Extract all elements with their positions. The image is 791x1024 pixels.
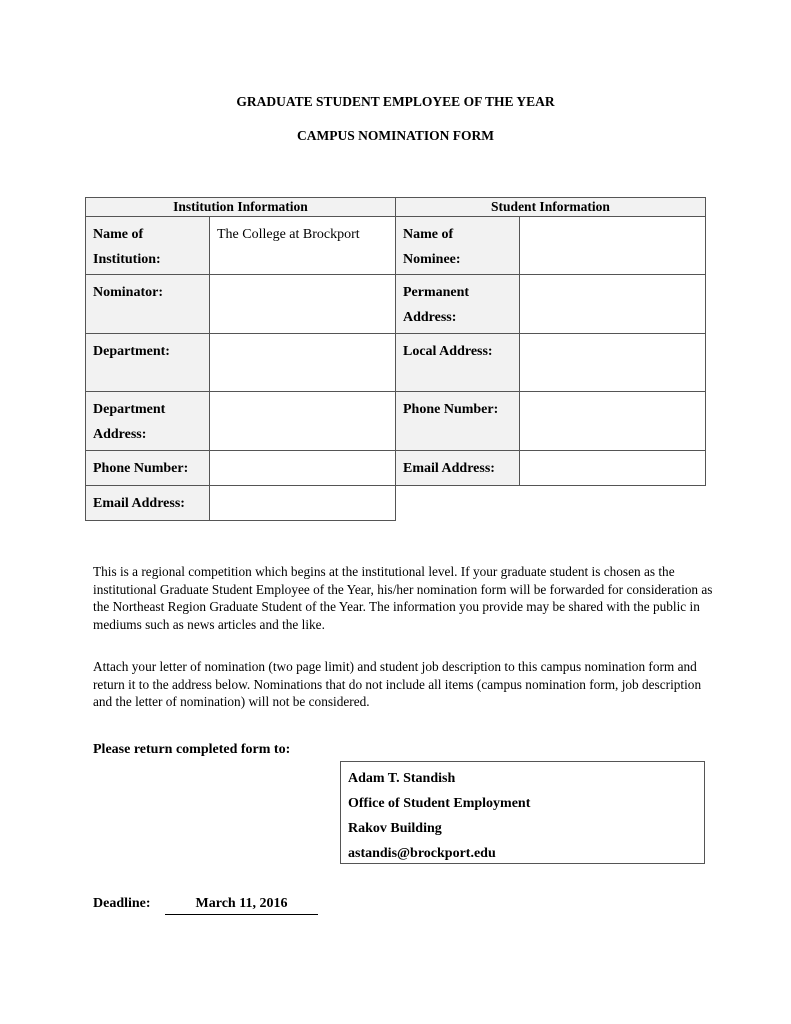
contact-name: Adam T. Standish (348, 771, 456, 786)
institution-name-label: Name of Institution: (85, 216, 210, 275)
contact-email: astandis@brockport.edu (348, 846, 496, 861)
instructions-paragraph-1: This is a regional competition which begins at the institutional level. If your graduate student is chosen as the institutional Graduate Student Employee of the Year, his/her nomination form will be forwarded for consideration as the Northeast Region Graduate Student of the Year. The information you provide may be shared with the public in mediums such as news articles and the like. (93, 564, 713, 632)
student-phone-field[interactable] (519, 391, 706, 451)
department-address-label: Department Address: (85, 391, 210, 451)
local-address-field[interactable] (519, 333, 706, 392)
permanent-address-field[interactable] (519, 274, 706, 334)
student-email-label: Email Address: (395, 450, 520, 486)
institution-email-field[interactable] (209, 485, 396, 521)
local-address-label: Local Address: (395, 333, 520, 392)
form-title: GRADUATE STUDENT EMPLOYEE OF THE YEAR (236, 94, 555, 109)
return-label: Please return completed form to: (93, 742, 291, 757)
student-info-header: Student Information (395, 197, 706, 217)
institution-name-field[interactable]: The College at Brockport (209, 216, 396, 275)
institution-info-header: Institution Information (85, 197, 396, 217)
form-subtitle: CAMPUS NOMINATION FORM (297, 128, 494, 143)
contact-office: Office of Student Employment (348, 796, 531, 811)
institution-email-label: Email Address: (85, 485, 210, 521)
nominator-field[interactable] (209, 274, 396, 334)
department-label: Department: (85, 333, 210, 392)
institution-phone-field[interactable] (209, 450, 396, 486)
student-email-field[interactable] (519, 450, 706, 486)
department-field[interactable] (209, 333, 396, 392)
permanent-address-label: Permanent Address: (395, 274, 520, 334)
department-address-field[interactable] (209, 391, 396, 451)
instructions-paragraph-2: Attach your letter of nomination (two page limit) and student job description to this campus nomination form and return it to the address below. Nominations that do not include all items (campus nomination form, job description and the letter of nomination) will not be considered. (93, 659, 702, 710)
return-address-box (340, 761, 705, 864)
nominee-name-label: Name of Nominee: (395, 216, 520, 275)
nominee-name-field[interactable] (519, 216, 706, 275)
deadline-value: March 11, 2016 (165, 896, 318, 915)
institution-phone-label: Phone Number: (85, 450, 210, 486)
student-phone-label: Phone Number: (395, 391, 520, 451)
contact-building: Rakov Building (348, 821, 442, 836)
deadline-label: Deadline: (93, 896, 151, 911)
nominator-label: Nominator: (85, 274, 210, 334)
